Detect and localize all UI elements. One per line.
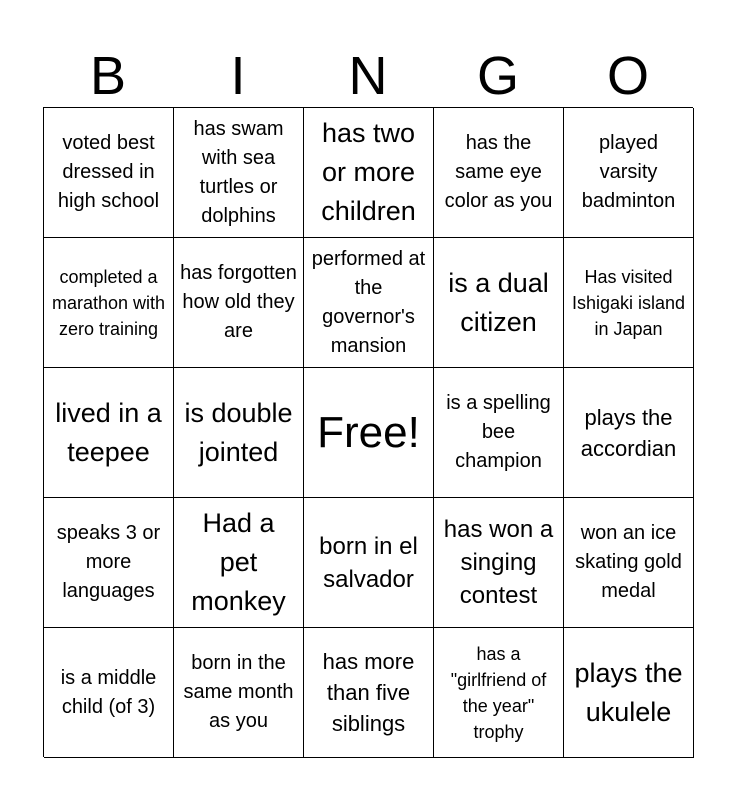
bingo-cell[interactable]: is double jointed [174,368,304,498]
bingo-cell[interactable]: has a "girlfriend of the year" trophy [434,628,564,758]
bingo-cell[interactable]: born in the same month as you [174,628,304,758]
bingo-cell[interactable]: won an ice skating gold medal [564,498,694,628]
header-letter-n: N [348,46,388,106]
header-letter-o: O [606,46,649,106]
bingo-grid [43,107,693,757]
header-letter-i: I [230,46,246,106]
bingo-cell[interactable]: has forgotten how old they are [174,238,304,368]
bingo-cell[interactable]: has the same eye color as you [434,108,564,238]
bingo-cell[interactable]: is a middle child (of 3) [44,628,174,758]
bingo-cell[interactable]: is a spelling bee champion [434,368,564,498]
bingo-cell[interactable]: has swam with sea turtles or dolphins [174,108,304,238]
bingo-cell[interactable]: completed a marathon with zero training [44,238,174,368]
header-letter-b: B [89,46,127,106]
bingo-cell[interactable]: has won a singing contest [434,498,564,628]
bingo-header [43,45,693,107]
bingo-cell[interactable]: voted best dressed in high school [44,108,174,238]
header-letter-g: G [476,46,519,106]
bingo-cell[interactable]: plays the accordian [564,368,694,498]
bingo-cell[interactable]: Has visited Ishigaki island in Japan [564,238,694,368]
bingo-cell[interactable]: Had a pet monkey [174,498,304,628]
bingo-cell[interactable]: born in el salvador [304,498,434,628]
free-space[interactable]: Free! [304,368,434,498]
bingo-cell[interactable]: speaks 3 or more languages [44,498,174,628]
bingo-cell[interactable]: lived in a teepee [44,368,174,498]
bingo-cell[interactable]: is a dual citizen [434,238,564,368]
bingo-cell[interactable]: performed at the governor's mansion [304,238,434,368]
bingo-cell[interactable]: has two or more children [304,108,434,238]
bingo-cell[interactable]: played varsity badminton [564,108,694,238]
bingo-cell[interactable]: has more than five siblings [304,628,434,758]
bingo-cell[interactable]: plays the ukulele [564,628,694,758]
